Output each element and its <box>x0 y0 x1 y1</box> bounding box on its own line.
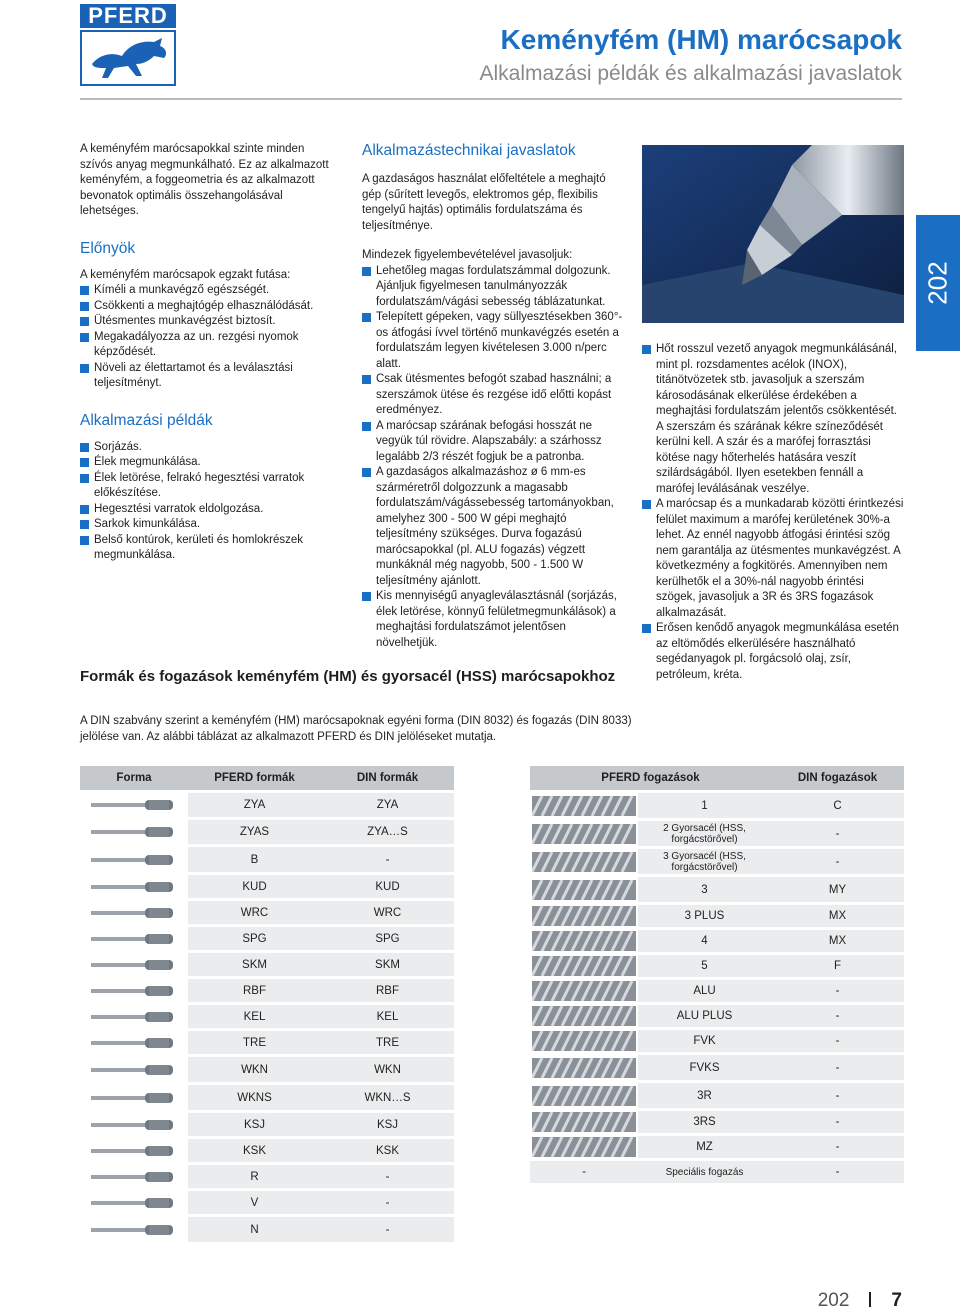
din-cut-cell: - <box>771 1055 904 1080</box>
note-item: A marócsap és a munkadarab közötti érintkezési felület maximum a marófej kerületének 30%-a lehet. Az ennél nagyobb átfogási érintési szög nem garantálja az ütésmentes munkavégzést. A következmény a fogkitörés. Amennyiben nem kerülhetők el a 30%-nál nagyobb érintési szögek, javasoljuk a 3R és 3RS fogazások alkalmazását. <box>642 497 904 621</box>
recommendation-item: A gazdaságos alkalmazáshoz ø 6 mm-es szárméretről dolgozzunk a magasabb fordulatszám/vágássebesség tartományokban, amelyhez 300 - 500 W gépi meghajtó teljesítmény szükséges. Durva fogazású marócsapokkal (pl. ALU fogazás) végzett munkáknál még nagyobb, 500 - 1.500 W teljesítmény ajánlott. <box>362 465 624 589</box>
din-cut-cell: - <box>771 1161 904 1183</box>
recommendations-lead: Mindezek figyelembevételével javasoljuk: <box>362 249 573 261</box>
pferd-cut-cell: FVKS <box>638 1055 771 1080</box>
burr-shape-icon <box>80 1191 188 1214</box>
column-header: Forma <box>80 766 188 790</box>
din-cut-cell: - <box>771 980 904 1002</box>
recommendation-item: A marócsap szárának befogási hosszát ne vegyük túl rövidre. Alapszabály: a szárhossz legalább 2/3 részét fogjuk be a patronba. <box>362 419 624 466</box>
pferd-cut-cell: 3 Gyorsacél (HSS, forgácstörővel) <box>638 849 771 874</box>
din-shape-cell: ZYA…S <box>321 820 454 844</box>
column-header: PFERD fogazások <box>530 766 771 790</box>
pferd-shape-cell: WRC <box>188 901 321 924</box>
cut-pattern-icon <box>530 980 638 1002</box>
din-shape-cell: WKN <box>321 1057 454 1082</box>
pferd-shape-cell: KSK <box>188 1139 321 1162</box>
advantages-heading: Előnyök <box>80 239 136 257</box>
burr-shape-icon <box>80 847 188 872</box>
pferd-shape-cell: ZYAS <box>188 820 321 844</box>
table-row <box>530 793 904 818</box>
logo-wordmark: PFERD <box>80 4 176 28</box>
forms-intro: A DIN szabvány szerint a keményfém (HM) marócsapoknak egyéni forma (DIN 8032) és fogazás (DIN 8033) jelölése van. Az alábbi táblázat az alkalmazott PFERD és DIN jelöléseket mutatja. <box>80 715 632 743</box>
pferd-shape-cell: WKN <box>188 1057 321 1082</box>
din-shape-cell: TRE <box>321 1031 454 1054</box>
burr-shape-icon <box>80 953 188 976</box>
recommendation-item: Csak ütésmentes befogót szabad használni; a szerszámok ütése és rezgése idő előtti kopást eredményez. <box>362 372 624 419</box>
tool-photo <box>642 145 904 323</box>
pferd-shape-cell: SPG <box>188 927 321 950</box>
advantage-item: Növeli az élettartamot és a leválasztási teljesítményt. <box>80 361 335 392</box>
din-cut-cell: - <box>771 1083 904 1108</box>
table-row <box>80 1191 454 1214</box>
cut-pattern-icon <box>530 930 638 952</box>
din-cut-cell: F <box>771 955 904 977</box>
table-row <box>530 821 904 846</box>
table-row <box>80 875 454 898</box>
din-shape-cell: KEL <box>321 1005 454 1028</box>
pferd-logo <box>80 4 176 86</box>
table-row <box>80 1165 454 1188</box>
din-shape-cell: KSK <box>321 1139 454 1162</box>
pferd-cut-cell: ALU PLUS <box>638 1005 771 1027</box>
burr-shape-icon <box>80 1057 188 1082</box>
pferd-shape-cell: TRE <box>188 1031 321 1054</box>
pferd-shape-cell: B <box>188 847 321 872</box>
cut-pattern-icon <box>530 1136 638 1158</box>
advantage-item: Ütésmentes munkavégzést biztosít. <box>80 314 335 330</box>
pferd-cut-cell: 5 <box>638 955 771 977</box>
header-divider <box>80 98 902 100</box>
din-shape-cell: - <box>321 1191 454 1214</box>
table-row <box>80 847 454 872</box>
cut-pattern-icon <box>530 849 638 874</box>
pferd-cut-cell: Speciális fogazás <box>638 1161 771 1183</box>
burr-shape-icon <box>80 979 188 1002</box>
table-row <box>530 980 904 1002</box>
table-row <box>80 901 454 924</box>
table-row <box>80 927 454 950</box>
page-footer <box>818 1290 902 1308</box>
din-shape-cell: KSJ <box>321 1113 454 1136</box>
table-row <box>80 979 454 1002</box>
advantages-lead: A keményfém marócsapok egzakt futása: <box>80 268 291 281</box>
cut-pattern-icon <box>530 905 638 927</box>
cut-pattern-icon <box>530 955 638 977</box>
table-row <box>80 793 454 817</box>
advantage-item: Csökkenti a meghajtógép elhasználódását. <box>80 299 335 315</box>
shapes-table <box>80 763 454 1245</box>
table-row <box>530 1161 904 1183</box>
din-shape-cell: WRC <box>321 901 454 924</box>
table-header-row <box>530 766 904 790</box>
table-row <box>80 820 454 844</box>
din-shape-cell: WKN…S <box>321 1085 454 1110</box>
cut-pattern-icon <box>530 1083 638 1108</box>
cuts-table <box>530 763 904 1186</box>
burr-shape-icon <box>80 793 188 817</box>
pferd-shape-cell: KEL <box>188 1005 321 1028</box>
recommendation-item: Telepített gépeken, vagy süllyesztésekben 360°-os átfogási ívvel történő munkavégzés esetén a fordulatszám legyen kivételesen 3.000 n/perc alatt. <box>362 310 624 372</box>
example-item: Hegesztési varratok eldolgozása. <box>80 502 335 518</box>
table-row <box>530 905 904 927</box>
table-row <box>80 1139 454 1162</box>
example-item: Belső kontúrok, kerületi és homlokrészek megmunkálása. <box>80 533 335 564</box>
cut-pattern-icon <box>530 1005 638 1027</box>
din-cut-cell: - <box>771 1030 904 1052</box>
pferd-shape-cell: KSJ <box>188 1113 321 1136</box>
table-row <box>80 1085 454 1110</box>
din-cut-cell: - <box>771 1111 904 1133</box>
cut-pattern-icon <box>530 793 638 818</box>
table-row <box>80 1031 454 1054</box>
din-cut-cell: - <box>771 1136 904 1158</box>
column-header: PFERD formák <box>188 766 321 790</box>
din-shape-cell: SKM <box>321 953 454 976</box>
column-advantages <box>80 142 335 564</box>
pferd-shape-cell: SKM <box>188 953 321 976</box>
column-header: DIN formák <box>321 766 454 790</box>
din-cut-cell: MX <box>771 930 904 952</box>
column-recommendations <box>362 142 624 651</box>
table-row <box>530 1136 904 1158</box>
burr-shape-icon <box>80 1165 188 1188</box>
burr-shape-icon <box>80 1139 188 1162</box>
note-item: Erősen kenődő anyagok megmunkálása esetén az eltömődés elkerülésére használható segédanyagok pl. forgácsoló olaj, zsír, petróleum, kréta. <box>642 621 904 683</box>
note-item: Hőt rosszul vezető anyagok megmunkálásánál, mint pl. rozsdamentes acélok (INOX), titánötvözetek stb. javasoljuk a szerszám károsodásának elkerülése érdekében a meghajtási fordulatszám jelentős csökkentését. A szerszám és szárának kékre színeződését kerülni kell. A szár és a marófej forrasztási kötése nagy hőterhelés hatására veszít szilárdságából. Ilyen esetekben fennáll a marófej leválásának veszélye. <box>642 342 904 497</box>
pferd-cut-cell: 3 PLUS <box>638 905 771 927</box>
table-row <box>80 953 454 976</box>
table-row <box>530 1055 904 1080</box>
intro-paragraph: A keményfém marócsapokkal szinte minden szívós anyag megmunkálható. Ez az alkalmazott keményfém, a foggeometria és az alkalmazott bevonatok optimális összehangolásával lehetséges. <box>80 143 329 217</box>
burr-shape-icon <box>80 820 188 844</box>
burr-shape-icon <box>80 875 188 898</box>
pferd-shape-cell: KUD <box>188 875 321 898</box>
pferd-shape-cell: ZYA <box>188 793 321 817</box>
burr-shape-icon <box>80 1031 188 1054</box>
advantage-item: Kíméli a munkavégző egészségét. <box>80 283 335 299</box>
burr-shape-icon <box>80 901 188 924</box>
pferd-shape-cell: V <box>188 1191 321 1214</box>
recommendation-item: Lehetőleg magas fordulatszámmal dolgozunk. Ajánljuk figyelmesen tanulmányozzák fordulatszám/vágási sebesség táblázatunkat. <box>362 264 624 311</box>
pferd-cut-cell: 4 <box>638 930 771 952</box>
table-header-row <box>80 766 454 790</box>
table-row <box>80 1005 454 1028</box>
pferd-cut-cell: 1 <box>638 793 771 818</box>
pferd-cut-cell: 3R <box>638 1083 771 1108</box>
page-subtitle: Alkalmazási példák és alkalmazási javaslatok <box>479 62 902 85</box>
pferd-cut-cell: 3RS <box>638 1111 771 1133</box>
table-row <box>530 1030 904 1052</box>
pferd-cut-cell: ALU <box>638 980 771 1002</box>
din-cut-cell: - <box>771 821 904 846</box>
pferd-shape-cell: R <box>188 1165 321 1188</box>
pferd-shape-cell: N <box>188 1217 321 1242</box>
din-shape-cell: SPG <box>321 927 454 950</box>
din-cut-cell: MY <box>771 877 904 902</box>
din-shape-cell: KUD <box>321 875 454 898</box>
recommendations-heading: Alkalmazástechnikai javaslatok <box>362 142 576 159</box>
table-row <box>530 1005 904 1027</box>
din-shape-cell: - <box>321 1165 454 1188</box>
din-shape-cell: ZYA <box>321 793 454 817</box>
cut-pattern-icon <box>530 821 638 846</box>
din-cut-cell: C <box>771 793 904 818</box>
example-item: Sarkok kimunkálása. <box>80 517 335 533</box>
burr-shape-icon <box>80 927 188 950</box>
horse-icon <box>80 30 176 86</box>
table-row <box>80 1057 454 1082</box>
footer-divider <box>869 1292 871 1307</box>
pferd-shape-cell: WKNS <box>188 1085 321 1110</box>
chapter-number: 202 <box>922 261 953 305</box>
page-title: Keményfém (HM) marócsapok <box>500 24 902 55</box>
example-item: Sorjázás. <box>80 440 335 456</box>
table-row <box>530 1083 904 1108</box>
table-row <box>530 877 904 902</box>
burr-shape-icon <box>80 1217 188 1242</box>
table-row <box>530 955 904 977</box>
example-item: Élek letörése, felrakó hegesztési varratok előkészítése. <box>80 471 335 502</box>
burr-shape-icon <box>80 1113 188 1136</box>
din-shape-cell: RBF <box>321 979 454 1002</box>
sheet-number: 7 <box>891 1290 902 1308</box>
table-row <box>530 849 904 874</box>
cut-sample-cell: - <box>530 1161 638 1183</box>
pferd-cut-cell: FVK <box>638 1030 771 1052</box>
advantage-item: Megakadályozza az un. rezgési nyomok képződését. <box>80 330 335 361</box>
cut-pattern-icon <box>530 877 638 902</box>
recommendations-intro: A gazdaságos használat előfeltétele a meghajtó gép (sűrített levegős, elektromos gép, flexibilis tengelyű hajtás) optimális fordulatszáma és teljesítménye. <box>362 173 606 232</box>
table-row <box>80 1217 454 1242</box>
burr-shape-icon <box>80 1085 188 1110</box>
pferd-shape-cell: RBF <box>188 979 321 1002</box>
recommendation-item: Kis mennyiségű anyagleválasztásnál (sorjázás, élek letörése, könnyű felületmegmunkálások) a meghajtási fordulatszámot jelentősen növelhetjük. <box>362 589 624 651</box>
din-shape-cell: - <box>321 847 454 872</box>
din-cut-cell: - <box>771 849 904 874</box>
din-cut-cell: MX <box>771 905 904 927</box>
cut-pattern-icon <box>530 1055 638 1080</box>
pferd-cut-cell: 2 Gyorsacél (HSS, forgácstörővel) <box>638 821 771 846</box>
cut-pattern-icon <box>530 1030 638 1052</box>
cut-pattern-icon <box>530 1111 638 1133</box>
forms-heading: Formák és fogazások keményfém (HM) és gyorsacél (HSS) marócsapokhoz <box>80 668 616 685</box>
table-row <box>530 930 904 952</box>
examples-heading: Alkalmazási példák <box>80 411 213 429</box>
din-shape-cell: - <box>321 1217 454 1242</box>
burr-shape-icon <box>80 1005 188 1028</box>
table-row <box>530 1111 904 1133</box>
chapter-tab <box>916 215 960 351</box>
din-cut-cell: - <box>771 1005 904 1027</box>
table-row <box>80 1113 454 1136</box>
column-notes <box>642 342 904 683</box>
pferd-cut-cell: 3 <box>638 877 771 902</box>
page-number: 202 <box>817 1290 850 1308</box>
column-header: DIN fogazások <box>771 766 904 790</box>
example-item: Élek megmunkálása. <box>80 455 335 471</box>
pferd-cut-cell: MZ <box>638 1136 771 1158</box>
